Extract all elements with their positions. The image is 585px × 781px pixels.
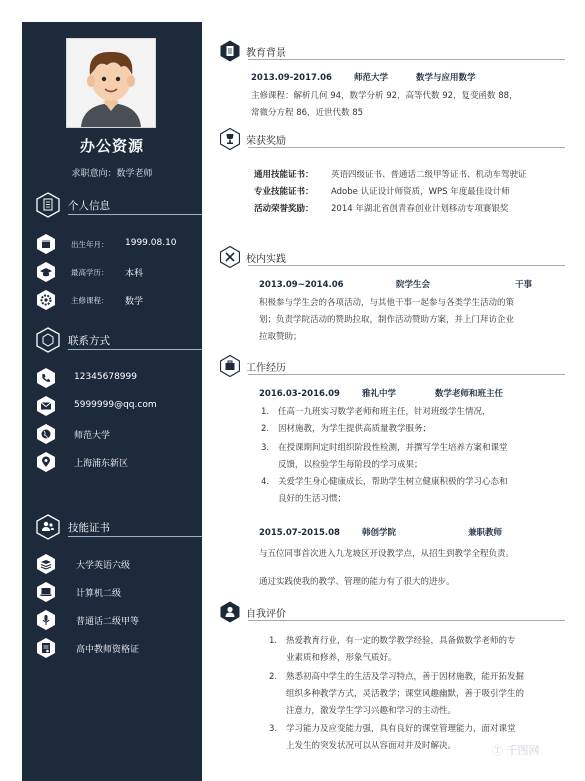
campus-desc-line: 拉取赞助； xyxy=(259,332,302,342)
divider xyxy=(248,374,565,375)
award-label: 专业技能证书： xyxy=(254,187,314,197)
mail-icon xyxy=(36,396,56,416)
item-number: 2. xyxy=(261,424,270,434)
campus-desc-line: 积极参与学生会的各项活动，与其他干事一起参与各类学生活动的策 xyxy=(259,298,515,308)
divider xyxy=(248,265,565,266)
info-value: 1999.08.10 xyxy=(125,238,177,248)
job1-role: 数学老师和班主任 xyxy=(435,389,504,399)
info-label: 主修课程： xyxy=(71,296,109,305)
education-courses-line: 主修课程：解析几何 94，数学分析 92，高等代数 92，复变函数 88， xyxy=(251,91,518,101)
campus-org: 院学生会 xyxy=(396,280,431,290)
tools-icon xyxy=(220,246,240,268)
education-major: 数学与应用数学 xyxy=(416,73,476,83)
phone-icon xyxy=(36,368,56,388)
job2-desc: 通过实践使我的教学、管理的能力有了很大的进步。 xyxy=(259,577,455,587)
item-text: 反馈，以检验学生每阶段的学习成果； xyxy=(278,460,423,470)
campus-period: 2013.09~2014.06 xyxy=(259,280,344,290)
item-text: 注意力，激发学生学习兴趣和学习的主动性。 xyxy=(286,706,457,716)
briefcase-icon xyxy=(220,355,240,377)
item-text: 上发生的突发状况可以从容面对并及时解决。 xyxy=(286,741,457,751)
divider xyxy=(248,620,565,621)
document-icon xyxy=(220,40,240,62)
award-value: 英语四级证书、普通话二级甲等证书、机动车驾驶证 xyxy=(331,170,527,180)
section-title: 工作经历 xyxy=(246,363,286,374)
contact-value: 师范大学 xyxy=(74,431,111,441)
microphone-icon xyxy=(36,610,56,630)
section-work-experience xyxy=(220,355,565,377)
job2-role: 兼职教师 xyxy=(468,528,503,538)
gear-icon xyxy=(36,290,56,310)
person-icon xyxy=(220,601,240,623)
divider xyxy=(68,214,202,215)
people-icon xyxy=(36,514,60,540)
job2-period: 2015.07-2015.08 xyxy=(259,528,340,538)
item-number: 1. xyxy=(261,407,270,417)
section-title: 自我评价 xyxy=(246,609,286,620)
education-courses-line: 常微分方程 86，近世代数 85 xyxy=(251,108,364,118)
item-number: 3. xyxy=(269,724,278,734)
certificate-icon xyxy=(36,638,56,658)
item-text: 业素质和修养，形象气质好。 xyxy=(286,653,397,663)
award-label: 通用技能证书： xyxy=(254,170,314,180)
award-value: 2014 年湖北省创青春创业计划移动专项赛银奖 xyxy=(331,204,509,214)
info-label: 出生年月： xyxy=(71,240,109,249)
section-title: 技能证书 xyxy=(68,522,110,534)
contact-value: 上海浦东新区 xyxy=(74,459,129,469)
section-self-evaluation xyxy=(220,601,565,623)
skill-label: 普通话二级甲等 xyxy=(76,617,140,627)
skill-label: 高中教师资格证 xyxy=(76,645,140,655)
watermark: Ⓣ 千图网 xyxy=(492,744,540,757)
section-awards xyxy=(220,128,565,150)
trophy-icon xyxy=(220,128,240,150)
item-text: 良好的生活习惯； xyxy=(278,494,347,504)
item-text: 熟悉初高中学生的生活及学习特点，善于因材施教，能开拓发掘 xyxy=(286,672,525,682)
job2-desc: 与五位同事首次进入九龙坡区开设教学点，从招生到教学全程负责。 xyxy=(259,549,515,559)
item-text: 在授课期间定时组织阶段性检测，并撰写学生培养方案和课堂 xyxy=(278,443,508,453)
job2-org: 韩创学院 xyxy=(362,528,397,538)
item-text: 学习能力及应变能力强，具有良好的课堂管理能力，面对课堂 xyxy=(286,724,516,734)
item-text: 任高一九班实习数学老师和班主任，针对班级学生情况， xyxy=(278,407,491,417)
education-school: 师范大学 xyxy=(354,73,389,83)
item-text: 热爱教育行业，有一定的数学教学经验，具备做数学老师的专 xyxy=(286,636,516,646)
item-text: 因材施教，为学生提供高质量教学服务； xyxy=(278,424,432,434)
section-title: 荣获奖励 xyxy=(246,136,286,147)
location-pin-icon xyxy=(36,452,56,472)
calendar-icon xyxy=(36,234,56,254)
contact-value: 12345678999 xyxy=(74,372,137,382)
divider xyxy=(68,349,202,350)
book-stack-icon xyxy=(36,554,56,574)
section-title: 个人信息 xyxy=(68,200,110,212)
document-icon xyxy=(36,192,60,218)
section-education xyxy=(220,40,565,62)
item-number: 4. xyxy=(261,477,270,487)
divider xyxy=(248,147,565,148)
job1-period: 2016.03-2016.09 xyxy=(259,389,340,399)
section-title: 教育背景 xyxy=(246,48,286,59)
award-value: Adobe 认证设计师资质，WPS 年度最佳设计师 xyxy=(331,187,510,197)
item-number: 1. xyxy=(269,636,278,646)
job-intent: 求职意向：数学老师 xyxy=(71,169,153,179)
globe-icon xyxy=(36,424,56,444)
divider xyxy=(248,59,565,60)
computer-icon xyxy=(36,582,56,602)
item-number: 2. xyxy=(269,672,278,682)
award-label: 活动荣誉奖励： xyxy=(254,204,314,214)
campus-role: 干事 xyxy=(515,280,533,290)
skill-label: 大学英语六级 xyxy=(76,561,131,571)
sidebar xyxy=(22,22,202,781)
graduation-cap-icon xyxy=(36,262,56,282)
info-value: 数学 xyxy=(125,297,144,307)
item-text: 组织多种教学方式，灵活教学；课堂风趣幽默，善于吸引学生的 xyxy=(286,689,525,699)
campus-desc-line: 划；负责学院活动的赞助拉取，制作活动赞助方案，并上门拜访企业 xyxy=(259,315,515,325)
item-number: 3. xyxy=(261,443,270,453)
education-period: 2013.09-2017.06 xyxy=(251,73,332,83)
info-label: 最高学历： xyxy=(71,268,109,277)
candidate-name: 办公资源 xyxy=(79,137,144,155)
hexagon-icon xyxy=(36,327,60,353)
divider xyxy=(68,536,202,537)
info-value: 本科 xyxy=(125,269,144,279)
section-campus-practice xyxy=(220,246,565,268)
skill-label: 计算机二级 xyxy=(76,589,122,599)
section-title: 校内实践 xyxy=(246,254,286,265)
contact-value: 5999999@qq.com xyxy=(74,400,157,410)
avatar xyxy=(66,38,156,128)
item-text: 关爱学生身心健康成长，帮助学生树立健康积极的学习心态和 xyxy=(278,477,508,487)
job1-org: 雅礼中学 xyxy=(362,389,397,399)
section-title: 联系方式 xyxy=(68,335,110,347)
